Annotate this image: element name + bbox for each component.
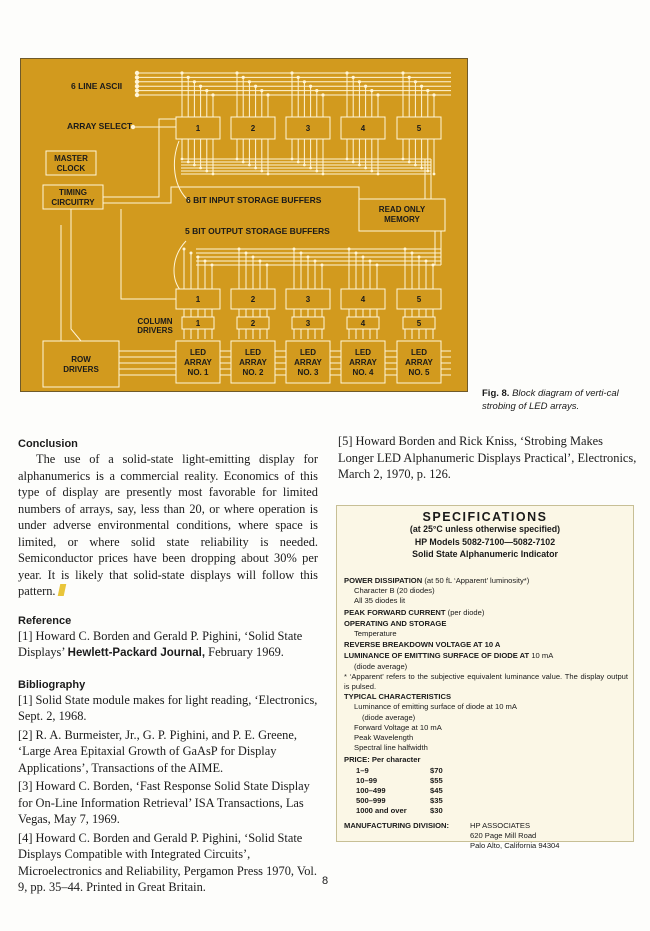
spec-typical-item: Luminance of emitting surface of diode at 10 mA [354,702,517,712]
specifications-box [336,505,634,851]
led-array-line3: NO. 4 [352,368,374,377]
led-array-line1: LED [245,348,261,357]
spec-title: SPECIFICATIONS [422,510,548,524]
timing-line1: TIMING [59,188,87,197]
column-driver-number: 5 [416,319,422,328]
input-buffer-number: 4 [360,124,366,133]
spec-typical-item: Spectral line halfwidth [354,743,428,753]
rom-line1: READ ONLY [378,205,426,214]
output-buffers-label: 5 BIT OUTPUT STORAGE BUFFERS [185,226,330,236]
led-array-line2: ARRAY [239,358,267,367]
bibliography-item: [3] Howard C. Borden, ‘Fast Response Solid State Display for On-Line Information Retrieval’ ISA Transactions, Las Vegas, May 7, 1969. [18,779,310,826]
led-array-line3: NO. 3 [297,368,319,377]
led-array-line2: ARRAY [184,358,212,367]
block-diagram [21,59,467,391]
spec-luminance-note: 10 mA [531,651,554,661]
spec-sub2: HP Models 5082-7100—5082-7102 [414,536,556,547]
led-array-line2: ARRAY [405,358,433,367]
input-buffer-number: 3 [305,124,311,133]
led-array-line2: ARRAY [349,358,377,367]
reference-text: [1] Howard C. Borden and Gerald P. Pighini, ‘Solid State Displays’ [18,628,303,659]
row-drivers-block [43,341,119,387]
spec-price-label: PRICE: Per character [344,755,421,765]
input-buffer-number: 5 [416,124,422,133]
spec-sub1: (at 25°C unless otherwise specified) [409,524,561,535]
reference-heading: Reference [18,614,72,627]
spec-sub3: Solid State Alphanumeric Indicator [412,549,558,560]
row-drivers-line2: DRIVERS [63,365,99,374]
spec-power-note: (at 50 fL ‘Apparent’ luminosity*) [424,576,530,585]
led-array-line3: NO. 2 [242,368,264,377]
master-clock-line2: CLOCK [56,164,86,173]
conclusion-paragraph [18,451,318,600]
spec-mfg-line: HP ASSOCIATES [470,820,531,830]
reference-date: February 1969. [205,645,284,659]
highlight-mark-icon [57,584,66,596]
array-select-label: ARRAY SELECT [67,121,133,131]
spec-all35: All 35 diodes lit [354,596,406,606]
block-diagram-figure [20,58,468,392]
spec-char-b: Character B (20 diodes) [354,586,435,596]
spec-peak-note: (per diode) [447,607,485,617]
led-array-line3: NO. 1 [187,368,209,377]
conclusion-text: The use of a solid-state light-emitting display for alphanumerics is a commercial reality. Economics of this type of display are presently most favorable for limited numbers of arrays, say, less than 20, or where operation is under adverse environmental conditions, where space is limited, or where solid state reliability is needed. Semiconductor prices have been dropping about 30% per year. It is likely that solid-state displays will follow this pattern. [18,452,318,598]
spec-luminance: LUMINANCE OF EMITTING SURFACE OF DIODE AT [344,651,530,661]
spec-typical-item: Peak Wavelength [354,733,414,743]
price-row: 500–999 $35 [356,796,443,806]
output-buffer-number: 5 [416,295,422,304]
spec-diode-avg: (diode average) [354,661,408,671]
spec-apparent-note: * ‘Apparent’ refers to the subjective equivalent luminance value. The display output is pulsed. [344,671,628,692]
spec-temperature: Temperature [354,629,397,639]
rom-line2: MEMORY [384,215,420,224]
column-driver-number: 3 [305,319,311,328]
page-number: 8 [321,875,329,887]
left-column [18,437,318,898]
column-drivers-line1: COLUMN [137,317,173,326]
bibliography-item: [2] R. A. Burmeister, Jr., G. P. Pighini, and P. E. Greene, ‘Large Area Epitaxial Growth of GaAsP for Display Applications’, Transactions of the AIME. [18,727,297,775]
spec-power: POWER DISSIPATION [344,576,423,585]
spec-typical: TYPICAL CHARACTERISTICS [344,692,452,702]
conclusion-heading: Conclusion [18,438,78,450]
master-clock-line1: MASTER [54,154,88,163]
input-buffers-label: 6 BIT INPUT STORAGE BUFFERS [186,195,322,205]
led-array-line2: ARRAY [294,358,322,367]
price-row: 100–499 $45 [356,786,443,796]
led-array-line3: NO. 5 [408,368,430,377]
spec-typical-item: Forward Voltage at 10 mA [354,722,442,732]
caption-text: Block diagram of verti-cal strobing of LED arrays. [482,388,619,412]
column-driver-number: 4 [360,319,366,328]
spec-peak: PEAK FORWARD CURRENT [344,607,446,617]
spec-mfg-line: Palo Alto, California 94304 [470,841,560,851]
column-driver-number: 2 [250,319,256,328]
timing-line2: CIRCUITRY [51,198,95,207]
spec-mfg [344,821,628,852]
reference-item [18,628,318,662]
led-array-line1: LED [355,348,371,357]
output-buffer-number: 3 [305,295,311,304]
price-row: 1000 and over $30 [356,806,443,816]
led-array-line1: LED [411,348,427,357]
led-array-line1: LED [300,348,316,357]
ascii-label: 6 LINE ASCII [71,81,123,91]
output-buffer-number: 4 [360,295,366,304]
price-row: 1–9 $70 [356,765,443,775]
row-drivers-line1: ROW [71,355,91,364]
output-buffer-number: 1 [195,295,201,304]
reference-journal: Hewlett-Packard Journal, [67,647,206,659]
column-drivers-line2: DRIVERS [137,326,173,335]
price-row: 10–99 $55 [356,775,443,785]
figure-caption [482,387,642,413]
output-buffer-number: 2 [250,295,256,304]
spec-typical-item: (diode average) [362,712,416,722]
bibliography-heading: Bibliography [18,678,86,691]
spec-mfg-label: MANUFACTURING DIVISION: [344,820,450,830]
input-buffer-number: 2 [250,124,256,133]
column-driver-number: 1 [195,319,201,328]
spec-reverse: REVERSE BREAKDOWN VOLTAGE AT 10 A [344,640,501,650]
led-array-line1: LED [190,348,206,357]
spec-mfg-line: 620 Page Mill Road [470,830,537,840]
input-buffer-number: 1 [195,124,201,133]
bibliography-item: [4] Howard C. Borden and Gerald P. Pighini, ‘Solid State Displays Compatible with Integrated Circuits’, Microelectronics and Reliability, Pergamon Press 1970, Vol. 9, pp. 35–44. Printed in Great Britain. [18,830,317,894]
spec-operating: OPERATING AND STORAGE [344,618,447,628]
caption-number: Fig. 8. [482,388,510,399]
bibliography-item: [5] Howard Borden and Rick Kniss, ‘Strobing Makes Longer LED Alphanumeric Displays Practical’, Electronics, March 2, 1970, p. 126. [338,434,637,481]
bibliography-item: [1] Solid State module makes for light reading, ‘Electronics, Sept. 2, 1968. [18,692,318,723]
right-column [338,433,638,485]
